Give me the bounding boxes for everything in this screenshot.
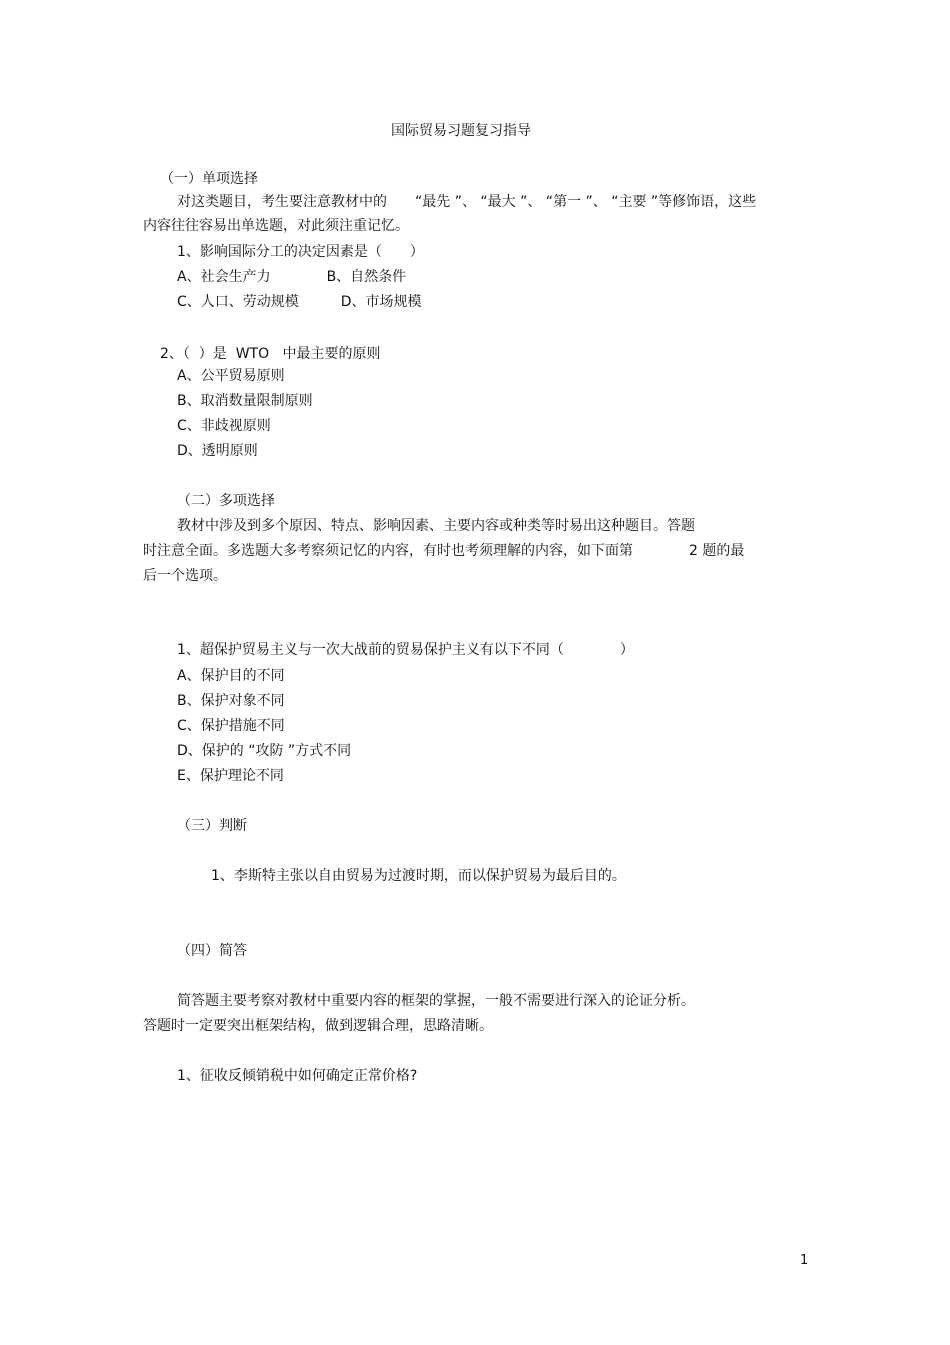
option: D、保护的 “攻防 ”方式不同 xyxy=(177,743,352,759)
paragraph-line: 教材中涉及到多个原因、特点、影响因素、主要内容或种类等时易出这种题目。答题 xyxy=(177,518,695,534)
option-row: C、人口、劳动规模 D、市场规模 xyxy=(177,294,422,310)
section-heading-true-false: （三）判断 xyxy=(177,818,247,834)
section-heading-multiple-choice: （二）多项选择 xyxy=(177,493,275,509)
paragraph-line: 答题时一定要突出框架结构，做到逻辑合理，思路清晰。 xyxy=(143,1018,493,1034)
option: B、保护对象不同 xyxy=(177,693,285,709)
option: C、保护措施不同 xyxy=(177,718,285,734)
question-stem: 1、超保护贸易主义与一次大战前的贸易保护主义有以下不同（ ） xyxy=(177,642,634,658)
option: A、公平贸易原则 xyxy=(177,368,285,384)
option: B、取消数量限制原则 xyxy=(177,393,313,409)
option: C、非歧视原则 xyxy=(177,418,271,434)
option: D、透明原则 xyxy=(177,443,258,459)
paragraph-line: 对这类题目，考生要注意教材中的 “最先 ”、 “最大 ”、 “第一 ”、 “主要 ”等修饰语，这些 xyxy=(177,194,757,210)
option: E、保护理论不同 xyxy=(177,768,284,784)
question-stem: 2、（ ）是 WTO 中最主要的原则 xyxy=(160,346,381,362)
paragraph-line: 简答题主要考察对教材中重要内容的框架的掌握，一般不需要进行深入的论证分析。 xyxy=(177,993,695,1009)
option: A、保护目的不同 xyxy=(177,668,285,684)
question-stem: 1、李斯特主张以自由贸易为过渡时期，而以保护贸易为最后目的。 xyxy=(211,868,626,884)
question-stem: 1、征收反倾销税中如何确定正常价格? xyxy=(177,1068,418,1084)
section-heading-short-answer: （四）简答 xyxy=(177,943,247,959)
document-title: 国际贸易习题复习指导 xyxy=(391,123,531,139)
paragraph-line: 后一个选项。 xyxy=(143,568,227,584)
question-stem: 1、影响国际分工的决定因素是（ ） xyxy=(177,244,424,260)
paragraph-line: 时注意全面。多选题大多考察须记忆的内容，有时也考须理解的内容，如下面第 2 题的最 xyxy=(143,543,745,559)
option-row: A、社会生产力 B、自然条件 xyxy=(177,269,407,285)
paragraph-line: 内容往往容易出单选题，对此须注重记忆。 xyxy=(143,218,409,234)
section-heading-single-choice: （一）单项选择 xyxy=(160,171,258,187)
page-number: 1 xyxy=(800,1253,809,1268)
